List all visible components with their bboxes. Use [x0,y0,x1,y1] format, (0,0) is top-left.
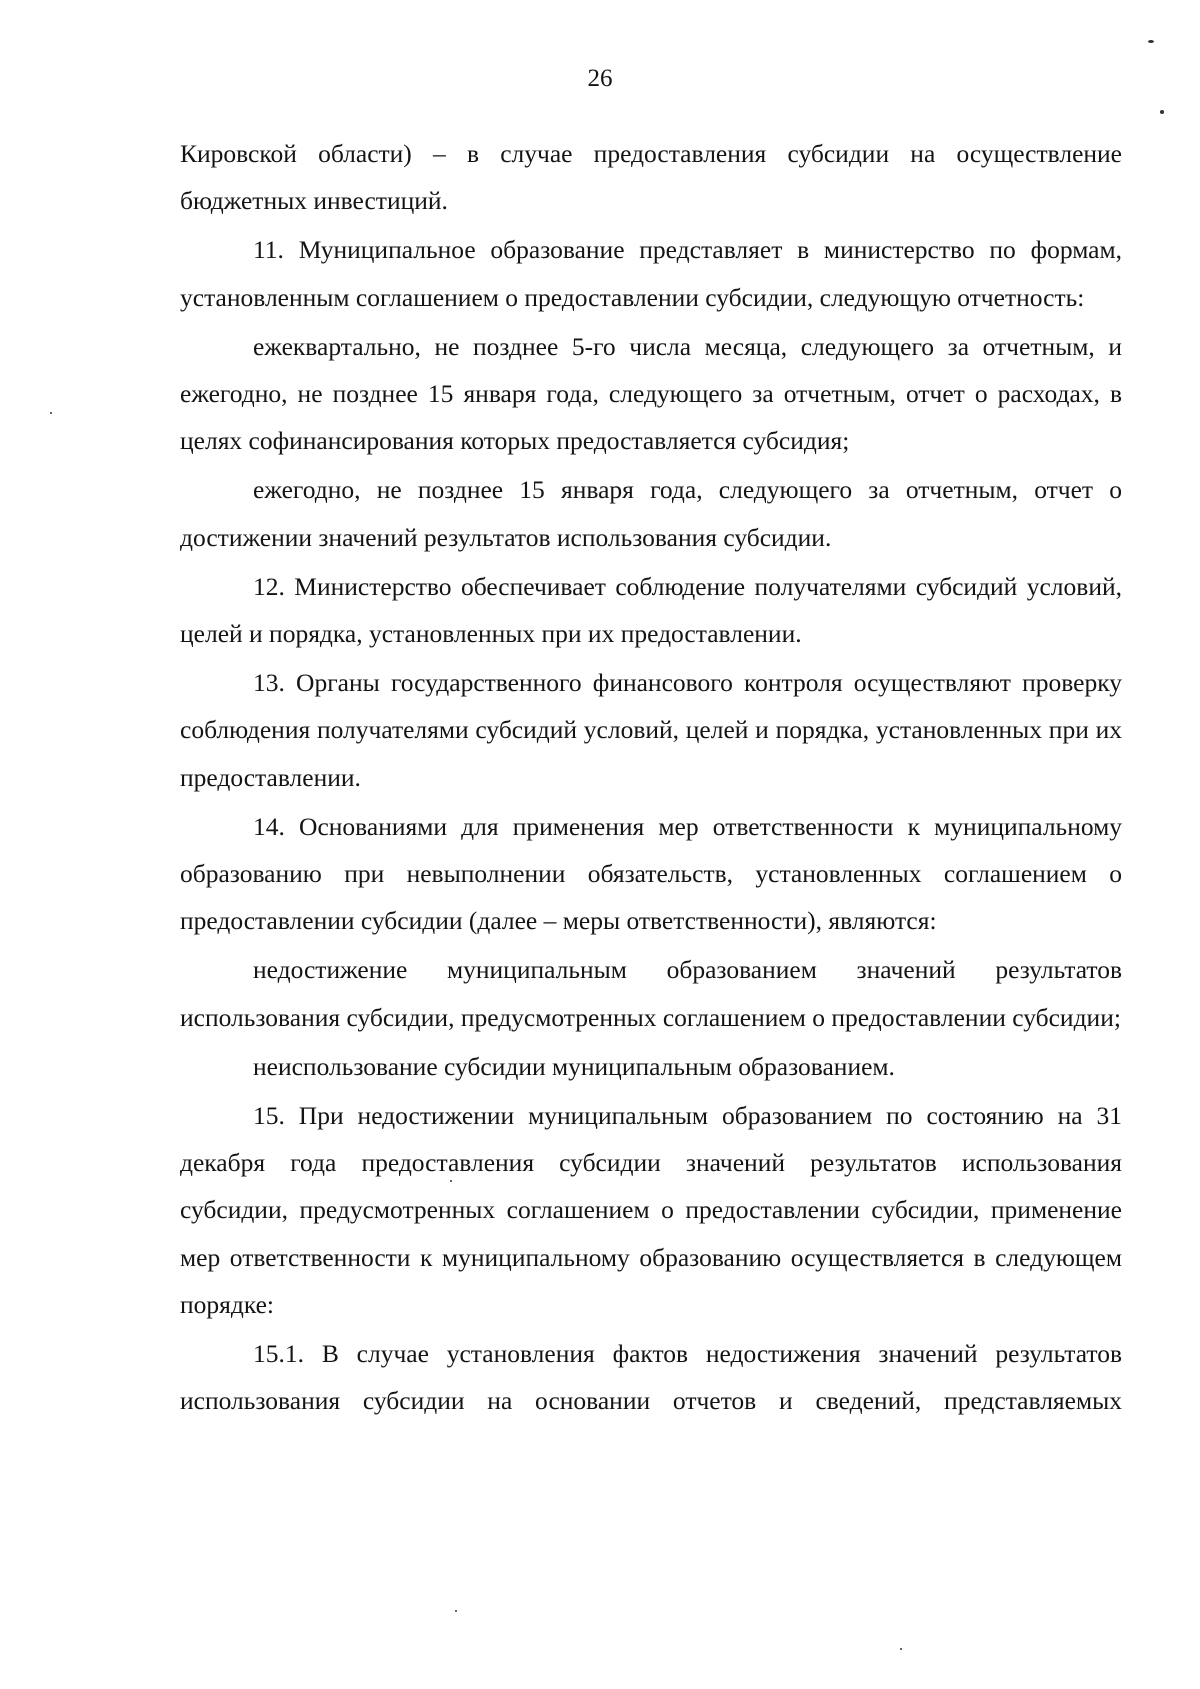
paragraph-non-use: неиспользование субсидии муниципальным образованием. [253,1051,895,1081]
paragraph-11: 11. Муниципальное образование представляет в министерство по формам, установленным соглашением о предоставлении субсидии, следующую отчетность: [180,235,1122,312]
paragraph-continuation: Кировской области) – в случае предоставления субсидии на осуществление бюджетных инвестиций. [180,139,1122,216]
paragraph-non-achievement: недостижение муниципальным образованием значений результатов использования субсидии, предусмотренных соглашением о предоставлении субсидии; [180,955,1122,1032]
scan-speck [455,1610,457,1612]
paragraph-12: 12. Министерство обеспечивает соблюдение получателями субсидий условий, целей и порядка, установленных при их предоставлении. [180,571,1122,649]
scan-speck [50,412,52,414]
paragraph-15: 15. При недостижении муниципальным образованием по состоянию на 31 декабря года предоставления субсидии значений результатов использования субсидии, предусмотренных соглашением о предоставлении субсидии, применение мер ответственности к муниципальному образованию осуществляется в следующем порядке: [180,1101,1122,1319]
paragraph-15-1: 15.1. В случае установления фактов недостижения значений результатов использования субсидии на основании отчетов и сведений, представляемых [180,1339,1122,1416]
page-number: 26 [587,65,613,92]
scan-speck [450,1180,452,1182]
scan-speck [1160,110,1164,114]
scan-speck [1148,40,1154,43]
paragraph-quarterly-report: ежеквартально, не позднее 5-го числа месяца, следующего за отчетным, и ежегодно, не позднее 15 января года, следующего за отчетным, отчет о расходах, в целях софинансирования которых предоставляется субсидия; [180,331,1122,456]
paragraph-13: 13. Органы государственного финансового контроля осуществляют проверку соблюдения получателями субсидий условий, целей и порядка, установленных при их предоставлении. [180,668,1122,792]
paragraph-14: 14. Основаниями для применения мер ответственности к муниципальному образованию при невыполнении обязательств, установленных соглашением о предоставлении субсидии (далее – меры ответственности), являются: [180,811,1122,936]
document-body [180,130,1122,1424]
paragraph-annual-report: ежегодно, не позднее 15 января года, следующего за отчетным, отчет о достижении значений результатов использования субсидии. [180,475,1122,552]
scan-speck [900,1648,902,1650]
